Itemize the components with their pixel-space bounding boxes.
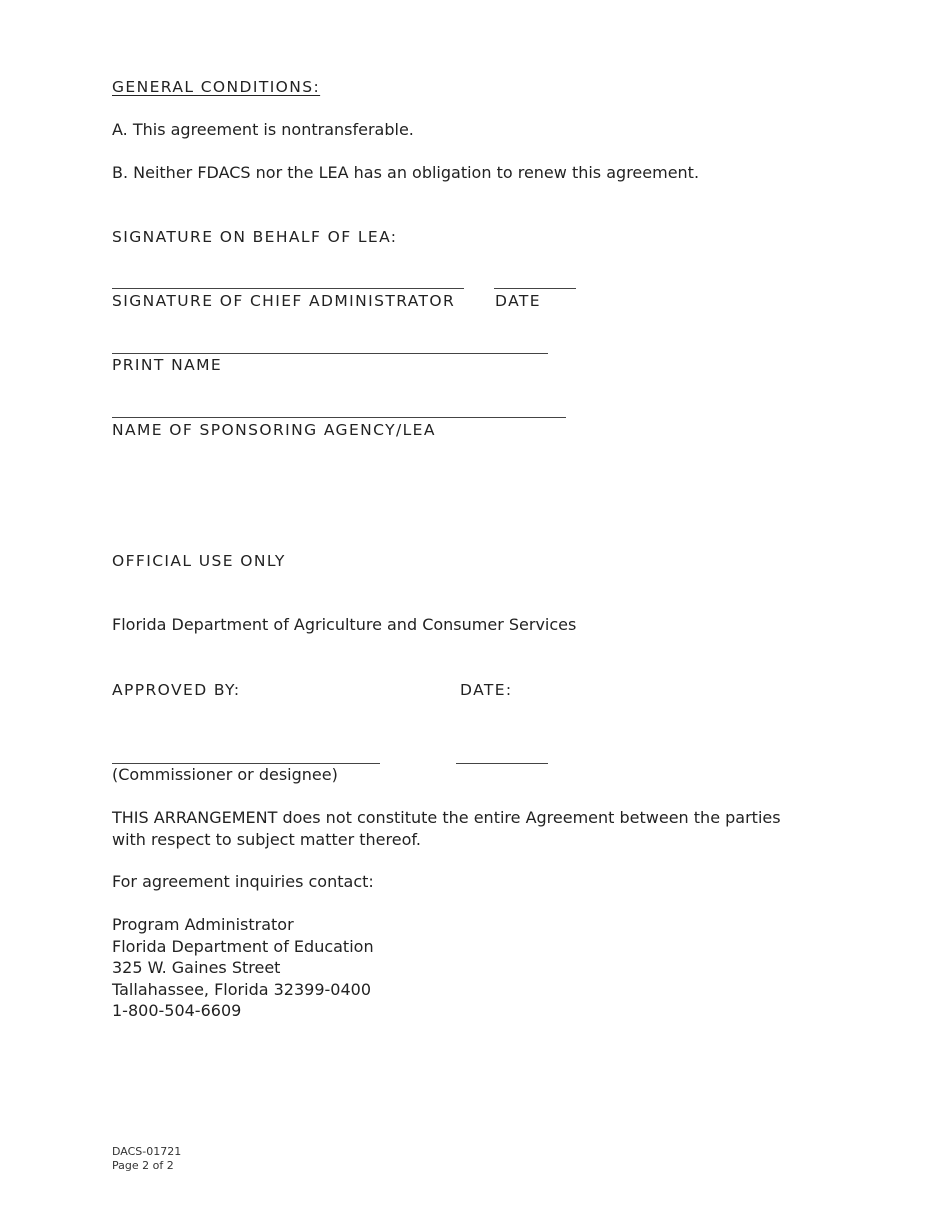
contact-line-city: Tallahassee, Florida 32399-0400: [112, 979, 371, 999]
contact-line-department: Florida Department of Education: [112, 936, 374, 956]
sponsoring-agency-label: NAME OF SPONSORING AGENCY/LEA: [112, 421, 436, 439]
contact-address-block: [112, 914, 374, 1022]
chief-admin-date-label: DATE: [495, 292, 541, 310]
print-name-label: PRINT NAME: [112, 356, 223, 374]
page-footer: [112, 1145, 181, 1173]
arrangement-statement: THIS ARRANGEMENT does not constitute the entire Agreement between the parties with respect to subject matter thereof.: [112, 808, 781, 849]
department-name: Florida Department of Agriculture and Consumer Services: [112, 615, 577, 634]
chief-admin-date-line[interactable]: [494, 288, 576, 289]
contact-line-phone: 1-800-504-6609: [112, 1001, 242, 1020]
page-number: Page 2 of 2: [112, 1159, 174, 1172]
approval-date-line[interactable]: [456, 763, 548, 764]
form-number: DACS-01721: [112, 1145, 182, 1158]
chief-admin-signature-label: SIGNATURE OF CHIEF ADMINISTRATOR: [112, 292, 456, 310]
general-conditions-heading: GENERAL CONDITIONS:: [112, 78, 321, 96]
approval-date-label: DATE:: [460, 681, 513, 699]
condition-a: A. This agreement is nontransferable.: [112, 120, 414, 139]
condition-b: B. Neither FDACS nor the LEA has an obligation to renew this agreement.: [112, 163, 700, 182]
chief-admin-signature-line[interactable]: [112, 288, 464, 289]
approved-by-label: APPROVED BY:: [112, 681, 241, 699]
lea-signature-heading: SIGNATURE ON BEHALF OF LEA:: [112, 228, 398, 246]
contact-line-title: Program Administrator: [112, 915, 294, 934]
commissioner-label: (Commissioner or designee): [112, 765, 338, 784]
contact-intro: For agreement inquiries contact:: [112, 872, 374, 891]
sponsoring-agency-line[interactable]: [112, 417, 566, 418]
official-use-heading: OFFICIAL USE ONLY: [112, 552, 286, 570]
contact-line-street: 325 W. Gaines Street: [112, 958, 281, 977]
